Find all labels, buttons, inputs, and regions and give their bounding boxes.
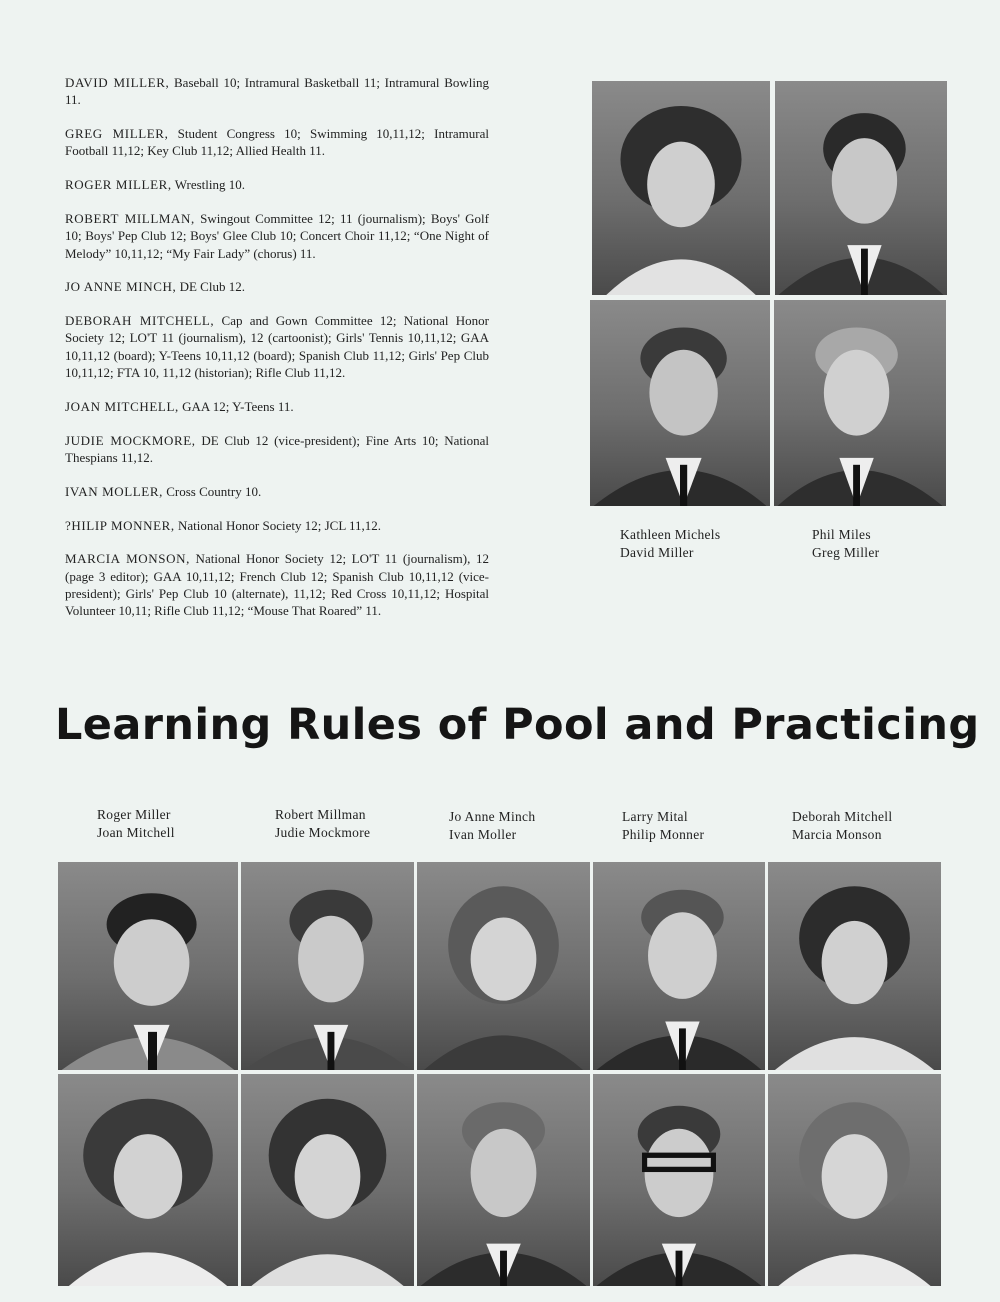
portrait-photo xyxy=(590,300,770,506)
bio-entry xyxy=(65,312,489,381)
bio-entry xyxy=(65,483,489,500)
portrait-photo xyxy=(768,862,941,1070)
bio-text: Baseball 10; Intramural Basketball 11; Intramural Bowling 11. xyxy=(65,75,490,108)
portrait-photo xyxy=(775,81,947,295)
photo-caption xyxy=(275,806,370,841)
photo-caption xyxy=(620,526,720,561)
page-headline: Learning Rules of Pool and Practicing xyxy=(55,700,980,750)
bio-text: DE Club 12. xyxy=(176,279,245,295)
caption-line: Phil Miles xyxy=(812,527,871,542)
bio-name: ROGER MILLER, xyxy=(65,177,172,193)
photo-caption xyxy=(812,526,879,561)
caption-line: Deborah Mitchell xyxy=(792,809,893,824)
bio-entry xyxy=(65,398,489,415)
bio-text: Student Congress 10; Swimming 10,11,12; Intramural Football 11,12; Key Club 11,12; Allied Health 11. xyxy=(65,126,489,159)
bio-name: JO ANNE MINCH, xyxy=(65,279,177,295)
caption-line: Larry Mital xyxy=(622,809,688,824)
bio-entry xyxy=(65,210,489,262)
bio-name: DEBORAH MITCHELL, xyxy=(65,313,215,329)
portrait-photo xyxy=(774,300,946,506)
caption-line: Philip Monner xyxy=(622,826,705,842)
caption-line: David Miller xyxy=(620,544,694,560)
portrait-photo xyxy=(593,862,765,1070)
bio-entry xyxy=(65,74,489,109)
caption-line: Roger Miller xyxy=(97,807,171,822)
bio-text: DE Club 12 (vice-president); Fine Arts 10; National Thespians 11,12. xyxy=(65,432,489,465)
caption-line: Ivan Moller xyxy=(449,826,517,842)
bio-entry xyxy=(65,176,489,193)
photo-caption xyxy=(97,806,175,841)
bio-entry xyxy=(65,517,489,534)
bio-entry xyxy=(65,278,489,295)
caption-line: Robert Millman xyxy=(275,807,366,822)
biography-list xyxy=(65,74,489,636)
bio-name: DAVID MILLER, xyxy=(65,75,170,90)
bio-name: IVAN MOLLER, xyxy=(65,483,163,499)
caption-line: Kathleen Michels xyxy=(620,527,721,542)
bio-name: MARCIA MONSON, xyxy=(65,551,190,567)
bio-text: National Honor Society 12; JCL 11,12. xyxy=(174,517,382,533)
bio-name: GREG MILLER, xyxy=(65,126,169,142)
bio-text: GAA 12; Y-Teens 11. xyxy=(178,398,294,414)
bio-name: JOAN MITCHELL, xyxy=(65,398,179,414)
bio-text: Wrestling 10. xyxy=(171,177,246,193)
bio-entry xyxy=(65,125,489,160)
bio-text: National Honor Society 12; LO'T 11 (journalism), 12 (page 3 editor); GAA 10,11,12; French Club 12; Spanish Club 10,11,12 (vice-president); Girls' Pep Club 10 (alternate), 11,12; Red Cross 10,11,12; Hospital Volunteer 10,11; Rifle Club 11,12; “Mouse That Roared” 11. xyxy=(65,551,490,619)
portrait-photo xyxy=(241,1074,414,1286)
caption-line: Greg Miller xyxy=(812,544,880,560)
bio-text: Swingout Committee 12; 11 (journalism); Boys' Golf 10; Boys' Pep Club 12; Boys' Glee Club 10; Concert Choir 11,12; “One Night of Melody” 10,11,12; “My Fair Lady” (chorus) 11. xyxy=(65,210,489,261)
portrait-photo xyxy=(241,862,414,1070)
portrait-photo xyxy=(58,862,238,1070)
bio-entry xyxy=(65,432,489,467)
portrait-photo xyxy=(593,1074,765,1286)
bio-text: Cap and Gown Committee 12; National Honor Society 12; LO'T 11 (journalism), 12 (cartoonist); Girls' Tennis 10,11,12; GAA 10,11,12 (board); Y-Teens 10,11,12 (board); Spanish Club 11,12; Girls' Pep Club 10,11,12; FTA 10, 11,12 (historian); Rifle Club 11,12. xyxy=(65,313,489,381)
bio-entry xyxy=(65,550,489,619)
photo-caption xyxy=(792,808,892,843)
photo-caption xyxy=(449,808,535,843)
portrait-photo xyxy=(417,862,590,1070)
caption-line: Marcia Monson xyxy=(792,826,882,842)
bio-name: JUDIE MOCKMORE, xyxy=(65,432,196,448)
portrait-photo xyxy=(417,1074,590,1286)
caption-line: Judie Mockmore xyxy=(275,824,371,840)
bio-name: ROBERT MILLMAN, xyxy=(65,210,195,226)
portrait-photo xyxy=(58,1074,238,1286)
caption-line: Jo Anne Minch xyxy=(449,809,536,824)
bio-name: ?HILIP MONNER, xyxy=(65,517,175,533)
bio-text: Cross Country 10. xyxy=(162,483,262,499)
portrait-photo xyxy=(592,81,770,295)
caption-line: Joan Mitchell xyxy=(97,824,175,840)
photo-caption xyxy=(622,808,704,843)
portrait-photo xyxy=(768,1074,941,1286)
